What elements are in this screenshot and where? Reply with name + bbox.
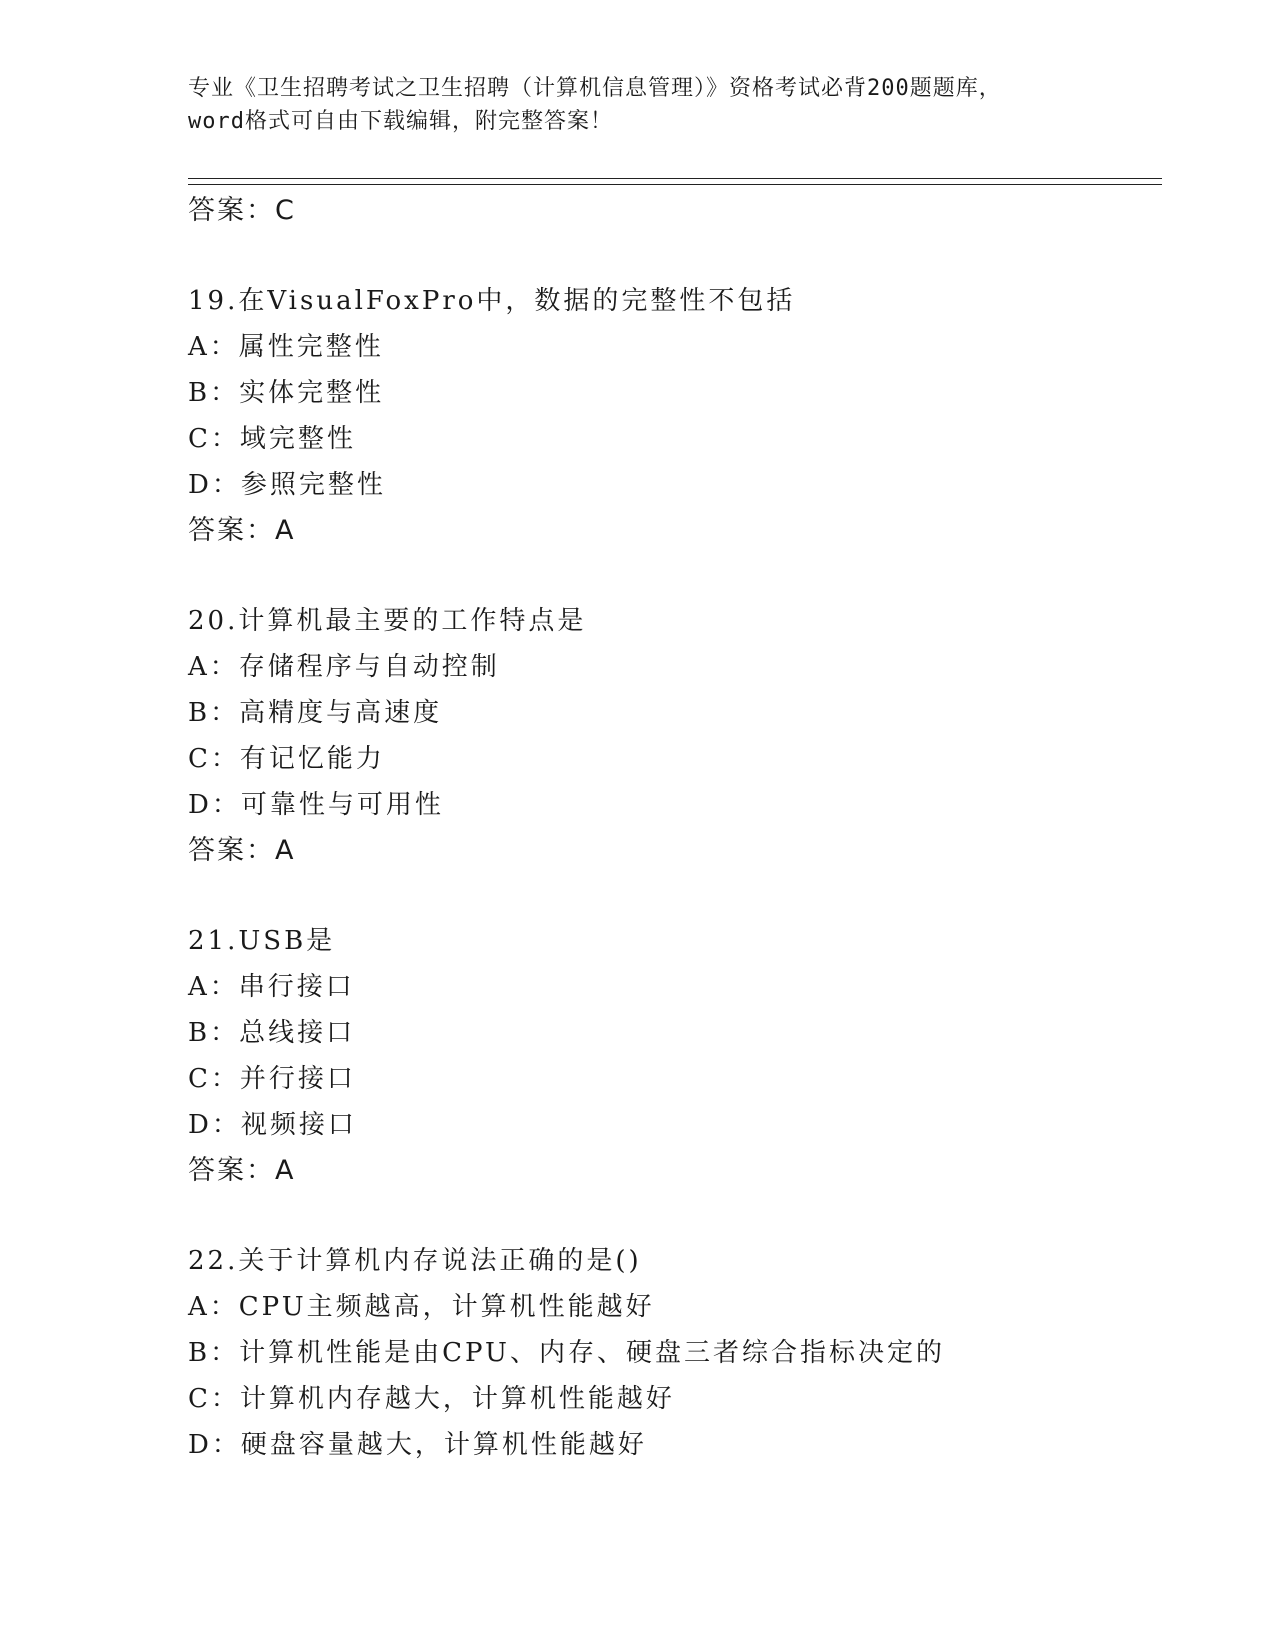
header-line-2: word格式可自由下载编辑，附完整答案！ — [188, 109, 613, 134]
option-a: A：存储程序与自动控制 — [188, 652, 500, 682]
option-d: D：参照完整性 — [188, 470, 386, 500]
question-stem: 20.计算机最主要的工作特点是 — [188, 606, 587, 636]
spacer — [188, 1194, 1168, 1238]
spacer — [188, 874, 1168, 918]
question-21 — [188, 918, 1168, 1194]
option-d: D：硬盘容量越大，计算机性能越好 — [188, 1430, 647, 1460]
option-d: D：可靠性与可用性 — [188, 790, 444, 820]
option-d: D：视频接口 — [188, 1110, 357, 1140]
option-a: A：属性完整性 — [188, 332, 384, 362]
spacer — [188, 554, 1168, 598]
question-stem: 22.关于计算机内存说法正确的是() — [188, 1246, 642, 1276]
question-19 — [188, 278, 1168, 554]
answer-prev: 答案：C — [188, 195, 296, 226]
document-body — [188, 188, 1168, 1468]
option-c: C：有记忆能力 — [188, 744, 385, 774]
header-line-1: 专业《卫生招聘考试之卫生招聘（计算机信息管理）》资格考试必背200题题库， — [188, 76, 1002, 101]
option-c: C：并行接口 — [188, 1064, 356, 1094]
answer: 答案：A — [188, 515, 296, 546]
option-c: C：域完整性 — [188, 424, 356, 454]
option-b: B：实体完整性 — [188, 378, 385, 408]
question-stem: 19.在VisualFoxPro中，数据的完整性不包括 — [188, 286, 796, 316]
spacer — [188, 234, 1168, 278]
option-a: A：串行接口 — [188, 972, 355, 1002]
question-20 — [188, 598, 1168, 874]
question-stem: 21.USB是 — [188, 926, 336, 956]
option-c: C：计算机内存越大，计算机性能越好 — [188, 1384, 675, 1414]
answer: 答案：A — [188, 1155, 296, 1186]
option-b: B：总线接口 — [188, 1018, 356, 1048]
header-rule-top — [188, 178, 1162, 179]
answer: 答案：A — [188, 835, 296, 866]
document-header — [188, 72, 1088, 138]
option-b: B：高精度与高速度 — [188, 698, 443, 728]
header-rule-bottom — [188, 184, 1162, 185]
question-22 — [188, 1238, 1168, 1468]
option-a: A：CPU主频越高，计算机性能越好 — [188, 1292, 655, 1322]
option-b: B：计算机性能是由CPU、内存、硬盘三者综合指标决定的 — [188, 1338, 945, 1368]
